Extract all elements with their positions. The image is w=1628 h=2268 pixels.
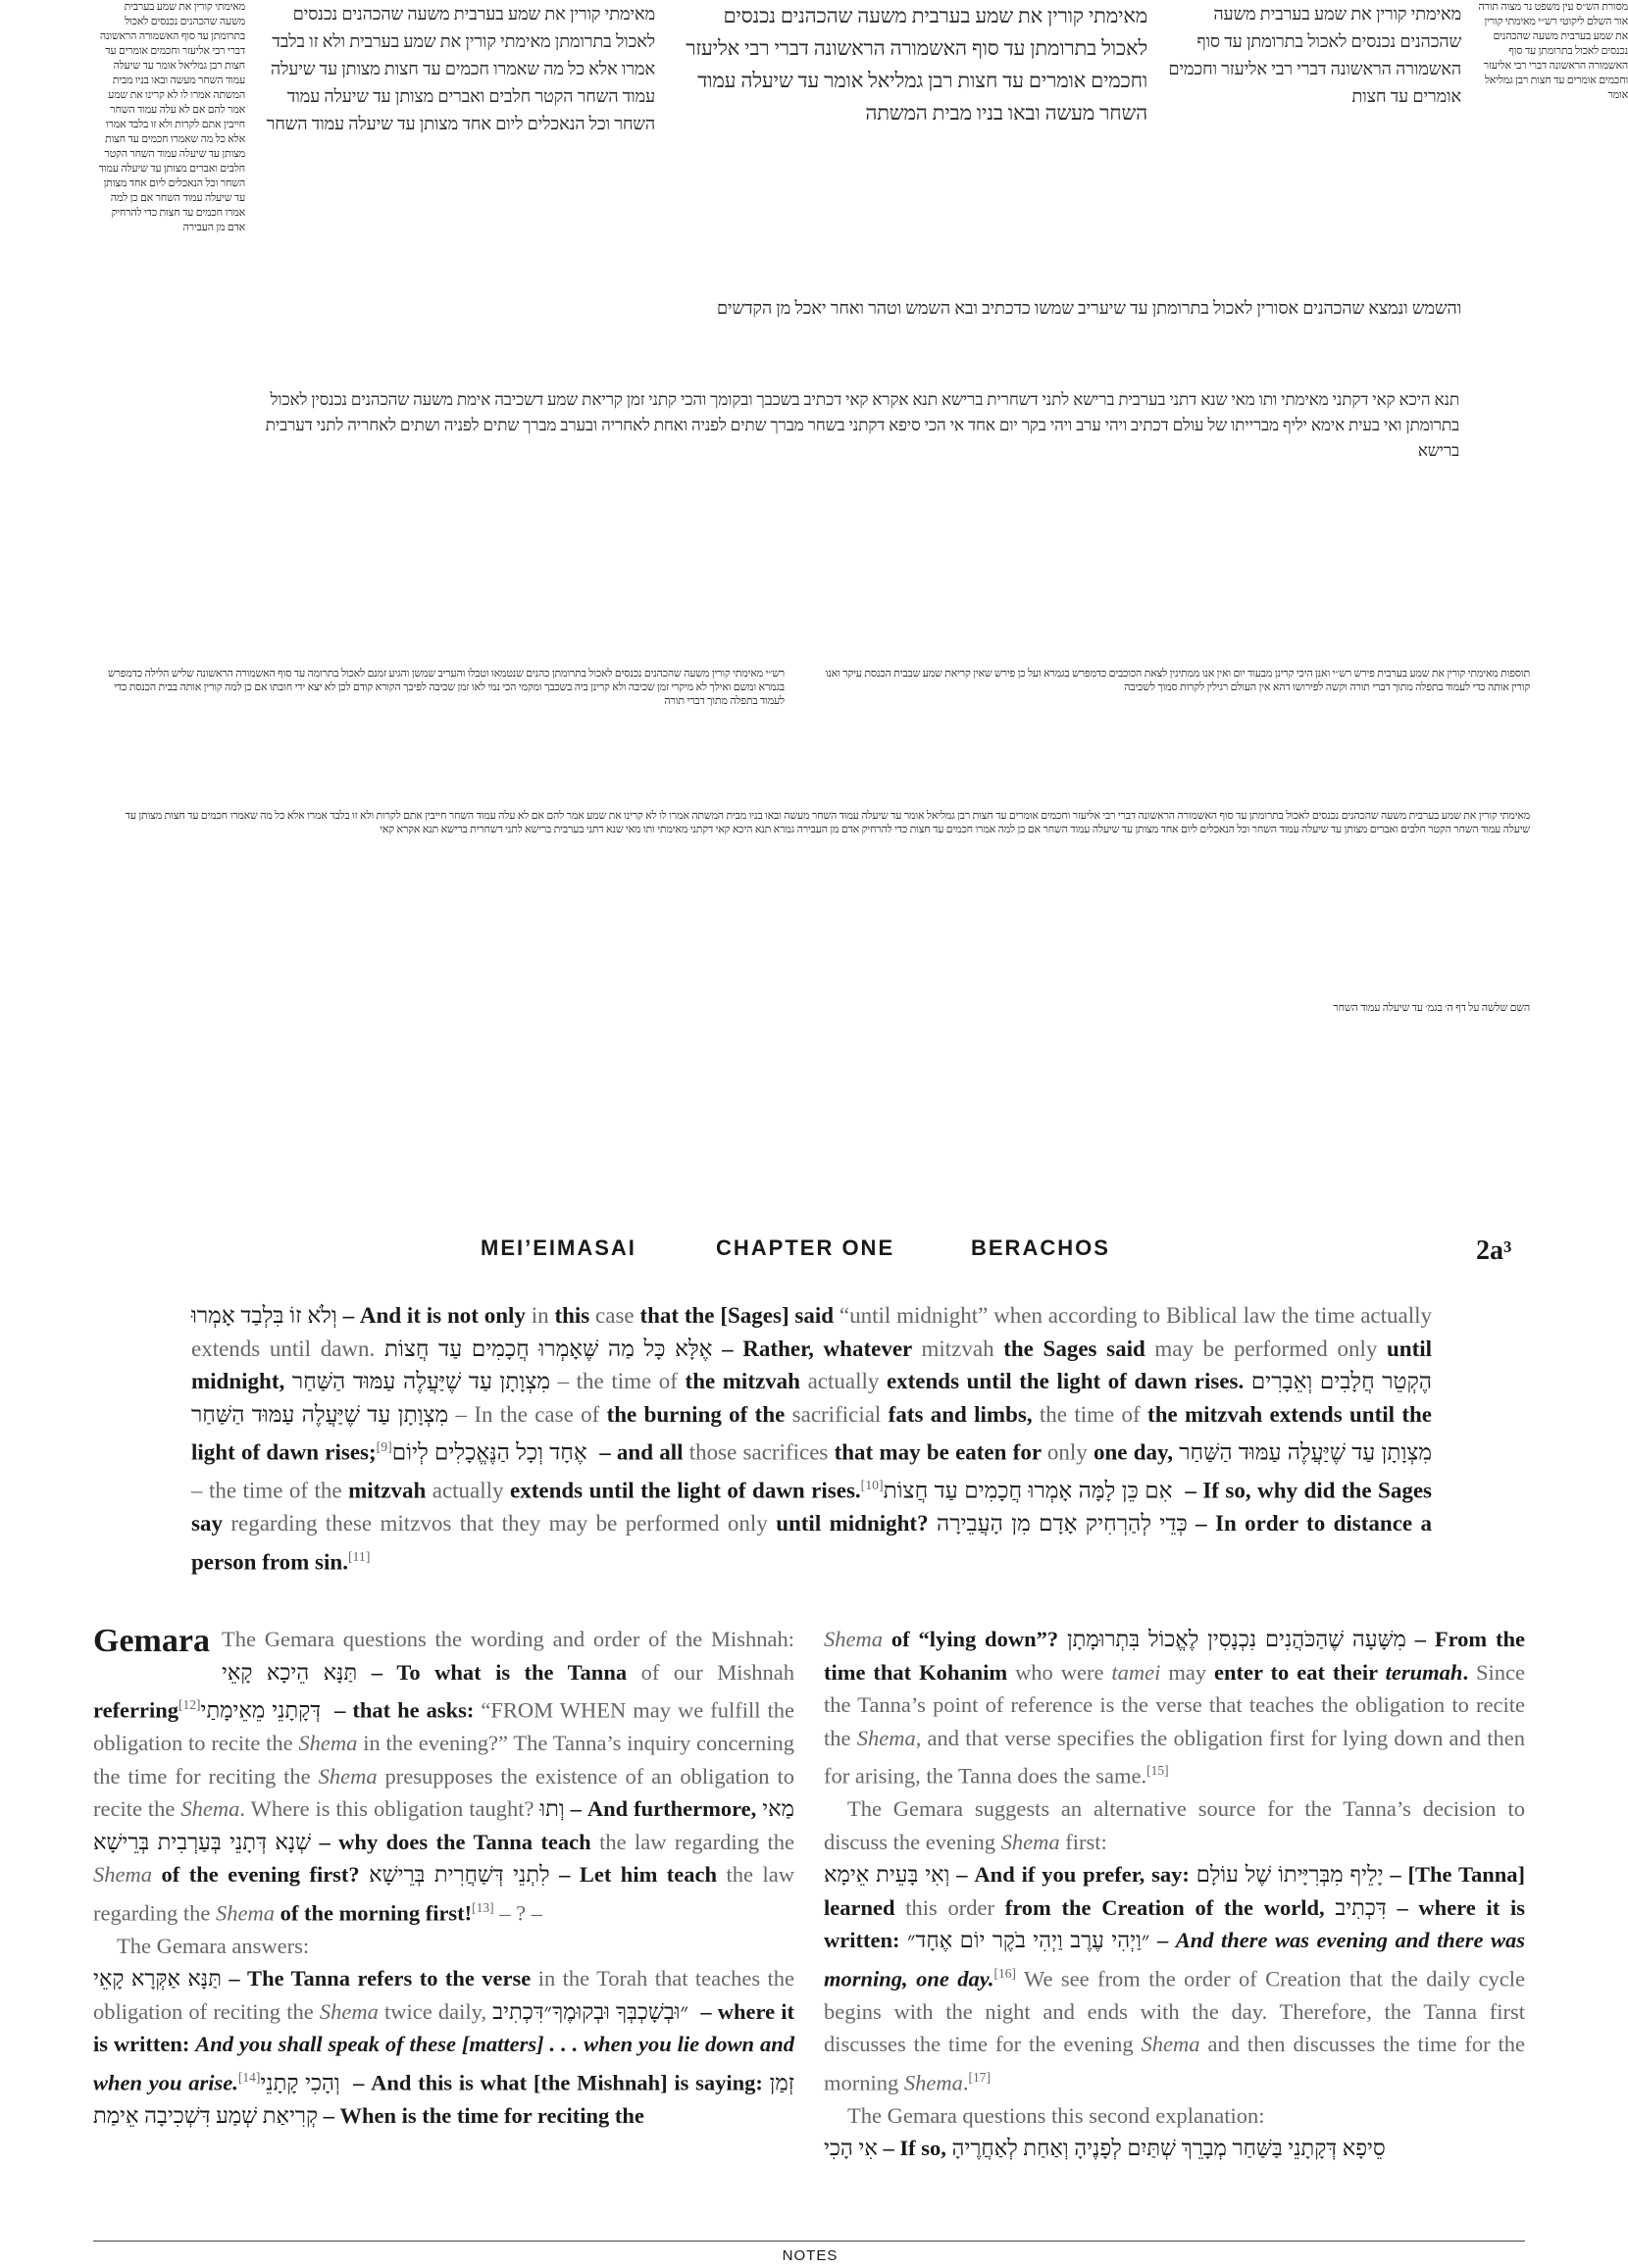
translation-bold: of the morning first!: [274, 1900, 473, 1925]
elucidation-text: Since the Tanna’s point of reference is the verse that teaches the obligation to recite the: [824, 1659, 1526, 1750]
translation-bold: – Rather, whatever: [712, 1336, 922, 1361]
hebrew-phrase: ״וּבְשָׁכְבְּךָ וּבְקוּמֶךָ״: [543, 1998, 695, 2024]
italic-term: Shema: [180, 1796, 240, 1821]
footnote-marker: [16]: [993, 1965, 1017, 1981]
footnote-marker: [12]: [178, 1697, 201, 1712]
elucidation-text: in the Torah that teaches the obligation of reciting the: [93, 1966, 794, 2024]
footnote-marker: [15]: [1146, 1763, 1169, 1778]
gemara-column-left: [93, 1623, 794, 2132]
elucidation-text: – ? –: [493, 1900, 543, 1925]
elucidation-text: who were: [1015, 1659, 1112, 1685]
italic-term: Shema: [1000, 1829, 1060, 1854]
hebrew-phrase: הֶקְטֵר חֲלָבִים וְאֵבָרִים מִצְוָתָן עַד שֶׁיַּעֲלֶה עַמּוּד הַשַּׁחַר: [191, 1369, 1432, 1427]
elucidation-text: first:: [1059, 1829, 1107, 1854]
elucidation-text: – the time of: [550, 1369, 686, 1393]
translation-bold: the Sages said: [1003, 1336, 1155, 1361]
translation-bold: – why does the Tanna teach: [311, 1829, 600, 1854]
gemara-column-right: [824, 1623, 1525, 2165]
translation-bold: – The Tanna refers to the verse: [221, 1966, 538, 1991]
gemara-paragraph: [824, 1623, 1525, 1792]
hebrew-phrase: תַּנָּא אַקְּרָא קָאֵי: [93, 1966, 222, 1991]
hebrew-phrase: מִשָּׁעָה שֶׁהַכֹּהֲנִים נִכְנָסִין לֶאֱכוֹל בִּתְרוּמָתָן: [1066, 1627, 1406, 1651]
tractate-name: BERACHOS: [971, 1235, 1110, 1260]
hebrew-phrase: דְּקָתָנֵי מֵאֵימָתַי: [200, 1697, 329, 1723]
elucidation-text: – the time of the: [191, 1478, 349, 1503]
hebrew-phrase: אֶלָּא כָּל מַה שֶּׁאָמְרוּ חֲכָמִים עַד חֲצוֹת: [383, 1336, 713, 1361]
italic-term: Shema: [856, 1725, 916, 1750]
translation-bold: .: [1462, 1659, 1477, 1685]
translation-bold: –: [1149, 1928, 1176, 1952]
margin-references: מסורת הש״ס עין משפט נר מצוה תורה אור השלם ליקוטי רש״י מאימתי קורין את שמע בערבית משעה שהכהנים נכנסים לאכול בתרומתן עד סוף האשמורה הראשונה דברי רבי אליעזר וחכמים אומרים עד חצות רבן גמליאל אומר: [1478, 1, 1628, 101]
elucidation-text: . Where is this obligation taught?: [239, 1796, 540, 1821]
translation-bold: mitzvah: [348, 1478, 432, 1503]
elucidation-text: twice daily,: [378, 1998, 493, 2024]
verse-quote: And there was evening and there was morning, one day.: [824, 1928, 1525, 1991]
notes-divider: [93, 2241, 1525, 2242]
translation-bold: until midnight?: [776, 1511, 937, 1537]
elucidation-text: may be performed only: [1154, 1336, 1387, 1361]
footnote-marker: [10]: [860, 1478, 884, 1493]
elucidation-text: those sacrifices: [688, 1439, 835, 1465]
folio-number: 2a³: [1476, 1235, 1512, 1266]
hebrew-phrase: מִצְוָתָן עַד שֶׁיַּעֲלֶה עַמּוּד הַשַּׁחַר: [1179, 1439, 1433, 1465]
hebrew-talmud-page: [98, 0, 1628, 1030]
gemara-center-column: מאימתי קורין את שמע בערבית משעה שהכהנים נכנסים לאכול בתרומתן עד סוף האשמורה הראשונה דברי רבי אליעזר וחכמים אומרים עד חצות רבן גמליאל אומר עד שיעלה עמוד השחר מעשה ובאו בניו מבית המשתה: [686, 4, 1147, 125]
translation-bold: – And furthermore,: [564, 1796, 763, 1821]
verse-quote: terumah: [1385, 1659, 1463, 1685]
hebrew-phrase: וְאִי בָּעֵית אֵימָא: [824, 1862, 950, 1887]
gemara-heading: Gemara: [93, 1623, 210, 1659]
translation-bold: – When is the time for reciting the: [318, 2102, 644, 2128]
notes-label: NOTES: [782, 2247, 839, 2264]
elucidation-text: The Gemara questions the wording and order of the Mishnah:: [221, 1627, 794, 1651]
chapter-name: MEI’EIMASAI: [481, 1235, 636, 1260]
commentary-bottom-left: רש״י מאימתי קורין משעה שהכהנים נכנסים לאכול בתרומתן כהנים שנטמאו וטבלו והעריב שמשן והגיע זמנם לאכול בתרומה עד סוף האשמורה הראשונה שליש הלילה כדמפרש בגמרא ומשם ואילך לא מיקרי זמן שכיבה ולא קרינן ביה בשכבך ומקמי הכי נמי לאו זמן שכיבה לפיכך הקורא קודם לכן לא יצא ידי חובתו אם כן למה קורין אותה בבית הכנסת כדי לעמוד בתפלה מתוך דברי תורה: [107, 668, 785, 707]
italic-term: Shema: [318, 1763, 378, 1789]
translation-bold: – And if you prefer, say:: [949, 1862, 1196, 1887]
elucidation-text: case: [595, 1303, 640, 1328]
elucidation-text: “FROM WHEN may we fulfill the obligation to recite the: [93, 1697, 794, 1755]
elucidation-text: – In the case of: [448, 1401, 607, 1427]
elucidation-text: “until midnight” when according to Biblical law the time actually extends until dawn.: [191, 1303, 1433, 1361]
elucidation-text: mitzvah: [921, 1336, 1004, 1361]
elucidation-text: presupposes the existence of an obligation to recite the: [93, 1763, 794, 1821]
translation-bold: that may be eaten for: [834, 1439, 1047, 1465]
translation-bold: – And this is what [the Mishnah] is saying:: [346, 2070, 770, 2094]
verse-quote: And you shall speak of these [matters] . . . when you lie down and when you arise.: [93, 2032, 794, 2094]
translation-bold: extends until the light of dawn rises.: [886, 1369, 1251, 1393]
translation-bold: – Let him teach: [549, 1862, 727, 1887]
translation-bold: – and all: [592, 1439, 689, 1465]
elucidation-text: regarding these mitzvos that they may be performed only: [230, 1511, 777, 1537]
translation-bold: until midnight,: [191, 1336, 1433, 1393]
translation-bold: – If so, why did the Sages say: [191, 1478, 1432, 1537]
translation-bold: the mitzvah: [685, 1369, 808, 1393]
gemara-paragraph: [93, 1623, 794, 1930]
elucidation-text: the time of: [1039, 1401, 1148, 1427]
italic-term: Shema: [824, 1627, 883, 1651]
italic-term: Shema: [215, 1900, 275, 1925]
translation-bold: referring: [93, 1697, 179, 1723]
translation-bold: enter to eat their: [1214, 1659, 1386, 1685]
gemara-paragraph: [93, 1930, 794, 1963]
elucidation-text: actually: [807, 1369, 887, 1393]
hebrew-phrase: תַּנָּא הֵיכָא קָאֵי: [221, 1659, 358, 1685]
hebrew-phrase: אִי הָכִי: [824, 2136, 878, 2160]
translation-bold: fats and limbs,: [888, 1401, 1040, 1427]
hebrew-phrase: אִם כֵּן לָמָּה אָמְרוּ חֲכָמִים עַד חֲצוֹת: [883, 1478, 1179, 1503]
elucidation-text: the law regarding the: [599, 1829, 795, 1854]
footnote-marker: [13]: [472, 1899, 494, 1915]
hebrew-phrase: לִתְנֵי דְּשַׁחֲרִית בְּרֵישָׁא: [369, 1862, 550, 1887]
hebrew-phrase: אֶחָד: [549, 1439, 593, 1465]
translation-bold: – [The Tanna] learned: [824, 1862, 1525, 1920]
italic-term: Shema: [319, 1998, 379, 2024]
italic-term: Shema: [1141, 2032, 1200, 2056]
translation-bold: of “lying down”?: [883, 1627, 1067, 1651]
hebrew-phrase: וְכָל הַנֶּאֱכָלִים לְיוֹם: [391, 1439, 550, 1465]
footnote-marker: [9]: [376, 1439, 392, 1454]
elucidation-text: in: [531, 1303, 555, 1328]
hebrew-phrase: דִּכְתִיב: [1335, 1894, 1387, 1920]
hebrew-phrase: מַאי שְׁנָא דְּתָנֵי בְּעַרְבִית בְּרֵישָׁא: [93, 1796, 795, 1854]
footnote-marker: [14]: [237, 2069, 261, 2085]
hebrew-phrase: וְתוּ: [539, 1796, 565, 1821]
elucidation-text: , and that verse specifies the obligation first for lying down and then for arising, the Tanna does the same.: [824, 1725, 1525, 1789]
hebrew-phrase: וְלֹא זוֹ בִּלְבַד אָמְרוּ: [191, 1303, 337, 1328]
translation-bold: that the [Sages] said: [639, 1303, 839, 1328]
gemara-paragraph: [824, 1792, 1525, 1858]
footnote-marker: [11]: [347, 1548, 371, 1564]
gemara-paragraph: [824, 1858, 1525, 2099]
elucidation-text: .: [962, 2070, 969, 2094]
translation-bold: – In order to distance a person from sin.: [191, 1511, 1432, 1575]
translation-bold: – that he asks:: [328, 1697, 482, 1723]
hebrew-phrase: סֵיפָא דְּקָתָנֵי בַּשַּׁחַר מְבָרֵךְ שְׁתַּיִם לְפָנֶיהָ וְאַחַת לְאַחֲרֶיהָ: [951, 2136, 1386, 2160]
commentary-bottom-full: מאימתי קורין את שמע בערבית משעה שהכהנים נכנסים לאכול בתרומתן עד סוף האשמורה הראשונה דברי רבי אליעזר וחכמים אומרים עד חצות רבן גמליאל אומר עד שיעלה עמוד השחר מעשה ובאו בניו מבית המשתה אמרו לו לא קרינו את שמע אמר להם אם לא עלה עמוד השחר חייבין אתם לקרות ולא זו בלבד אמרו אלא כל מה שאמרו חכמים עד חצות מצותן עד שיעלה עמוד השחר הקטר חלבים ואברים מצותן עד שיעלה עמוד השחר וכל הנאכלים ליום אחד מצותן עד שיעלה עמוד השחר אם כן למה אמרו חכמים עד חצות כדי להרחיק אדם מן העבירה גמרא תנא היכא קאי דקתני מאימתי ותו מאי שנא דתני בערבית ברישא לתני דשחרית ברישא תנא אקרא קאי: [125, 810, 1530, 835]
translation-bold: – From the time that Kohanim: [824, 1627, 1525, 1685]
elucidation-text: of our Mishnah: [640, 1659, 794, 1685]
translation-bold: – To what is the Tanna: [357, 1659, 641, 1685]
tosafos-column: מאימתי קורין את שמע בערבית משעה שהכהנים נכנסים לאכול בתרומתן מאימתי קורין את שמע בערבית ולא זו בלבד אמרו אלא כל מה שאמרו חכמים עד חצות מצותן עד שיעלה עמוד השחר הקטר חלבים ואברים מצותן עד שיעלה עמוד השחר וכל הנאכלים ליום אחד מצותן עד שיעלה עמוד השחר: [266, 4, 655, 133]
gemara-paragraph: [824, 2099, 1525, 2133]
hebrew-phrase: יָלֵיף מִבְּרִיָּיתוֹ שֶׁל עוֹלָם: [1196, 1862, 1384, 1887]
elucidation-text: We see from the order of Creation that the daily cycle begins with the night and ends with the day. Therefore, the Tanna first discusses the time for the evening: [824, 1966, 1525, 2056]
hebrew-phrase: דִּכְתִיב: [492, 1998, 544, 2024]
translation-bold: of the evening first?: [152, 1862, 370, 1887]
footnote-marker: [17]: [968, 2069, 991, 2085]
mishnah-translation: [191, 1299, 1432, 1579]
gemara-left-body: [93, 1623, 794, 2132]
translation-bold: the burning of the: [606, 1401, 792, 1427]
translation-bold: – where it is written:: [824, 1894, 1525, 1952]
commentary-wide-block: תנא היכא קאי דקתני מאימתי ותו מאי שנא דתני בערבית ברישא לתני דשחרית ברישא תנא אקרא קאי דכתיב בשכבך ובקומך והכי קתני זמן קריאת שמע דשכיבה אימת משעה שהכהנים נכנסין לאכול בתרומתן ואי בעית אימא יליף מברייתו של עולם דכתיב ויהי ערב ויהי בקר יום אחד אי הכי סיפא דקתני בשחר מברך שתים לפניה ואחת לאחריה ובערב מברך שתים לפניה ושתים לאחריה לתני דערבית ברישא: [265, 390, 1459, 460]
hebrew-phrase: כְּדֵי לְהַרְחִיק אָדָם מִן הָעֲבֵירָה: [936, 1511, 1188, 1537]
translation-bold: extends until the light of dawn rises.: [510, 1478, 861, 1503]
rashi-column-left: מאימתי קורין את שמע בערבית משעה שהכהנים נכנסים לאכול בתרומתן עד סוף האשמורה הראשונה דברי רבי אליעזר וחכמים אומרים עד חצות רבן גמליאל אומר עד שיעלה עמוד השחר מעשה ובאו בניו מבית המשתה אמרו לו לא קרינו את שמע אמר להם אם לא עלה עמוד השחר חייבין אתם לקרות ולא זו בלבד אמרו אלא כל מה שאמרו חכמים עד חצות מצותן עד שיעלה עמוד השחר הקטר חלבים ואברים מצותן עד שיעלה עמוד השחר וכל הנאכלים ליום אחד מצותן עד שיעלה עמוד השחר אם כן למה אמרו חכמים עד חצות כדי להרחיק אדם מן העבירה: [98, 1, 245, 233]
gemara-paragraph: [824, 2132, 1525, 2165]
translation-bold: – And it is not only: [336, 1303, 532, 1328]
italic-term: Shema: [298, 1731, 358, 1755]
hebrew-phrase: ״וַיְהִי עֶרֶב וַיְהִי בֹקֶר יוֹם אֶחָד״: [906, 1928, 1150, 1952]
elucidation-text: The Gemara questions this second explanation:: [847, 2102, 1265, 2128]
hebrew-footnote: השם שלשה על דף ה׳ בגמ׳ עד שיעלה עמוד השחר: [1333, 1002, 1530, 1014]
elucidation-text: only: [1046, 1439, 1094, 1465]
translation-bold: this: [554, 1303, 596, 1328]
mishnah-block: והשמש ונמצא שהכהנים אסורין לאכול בתרומתן עד שיעריב שמשו כדכתיב ובא השמש וטהר ואחר יאכל מן הקדשים: [716, 298, 1461, 318]
translation-bold: from the Creation of the world,: [1004, 1894, 1336, 1920]
translation-bold: – If so,: [877, 2136, 952, 2160]
running-header: [0, 1235, 1620, 1275]
translation-bold: – where it is written:: [93, 1998, 794, 2056]
elucidation-text: actually: [432, 1478, 511, 1503]
hebrew-phrase: מִצְוָתָן עַד שֶׁיַּעֲלֶה עַמּוּד הַשַּׁחַר: [291, 1369, 550, 1393]
rashi-column-right: מאימתי קורין את שמע בערבית משעה שהכהנים נכנסים לאכול בתרומתן עד סוף האשמורה הראשונה דברי רבי אליעזר וחכמים אומרים עד חצות: [1168, 4, 1461, 106]
italic-term: Shema: [903, 2070, 963, 2094]
elucidation-text: sacrificial: [791, 1401, 889, 1427]
elucidation-text: may: [1160, 1659, 1215, 1685]
hebrew-phrase: זְמַן קְרִיאַת שְׁמַע דִּשְׁכִיבָה אֵימַת: [93, 2070, 794, 2128]
translation-bold: the mitzvah extends until the light of dawn rises;: [191, 1401, 1432, 1465]
translation-bold: one day,: [1093, 1439, 1180, 1465]
elucidation-text: The Gemara answers:: [117, 1933, 310, 1958]
elucidation-text: this order: [905, 1894, 1005, 1920]
italic-term: tamei: [1111, 1659, 1161, 1685]
elucidation-text: and then discusses the time for the morning: [824, 2032, 1525, 2094]
elucidation-text: in the evening?” The Tanna’s inquiry concerning the time for reciting the: [93, 1731, 794, 1789]
chapter-label: CHAPTER ONE: [716, 1235, 895, 1260]
commentary-bottom-right: תוספות מאימתי קורין את שמע בערבית פירש רש״י ואנן היכי קרינן מבעוד יום ואין אנו ממתינין לצאת הכוכבים כדמפרש בגמרא ועל כן פירש שאין קריאת שמע שבבית הכנסת עיקר ואנו קורין אותה כדי לעמוד בתפלה מתוך דברי תורה וקשה לפירושו דהא אין העולם רגילין לקרות סמוך לשכיבה: [825, 668, 1530, 693]
italic-term: Shema: [93, 1862, 152, 1887]
elucidation-text: the law regarding the: [93, 1862, 794, 1925]
elucidation-text: The Gemara suggests an alternative source for the Tanna’s decision to discuss the evening: [824, 1796, 1525, 1854]
gemara-paragraph: [93, 1962, 794, 2132]
hebrew-phrase: וְהָכִי קָתָנֵי: [260, 2070, 347, 2094]
